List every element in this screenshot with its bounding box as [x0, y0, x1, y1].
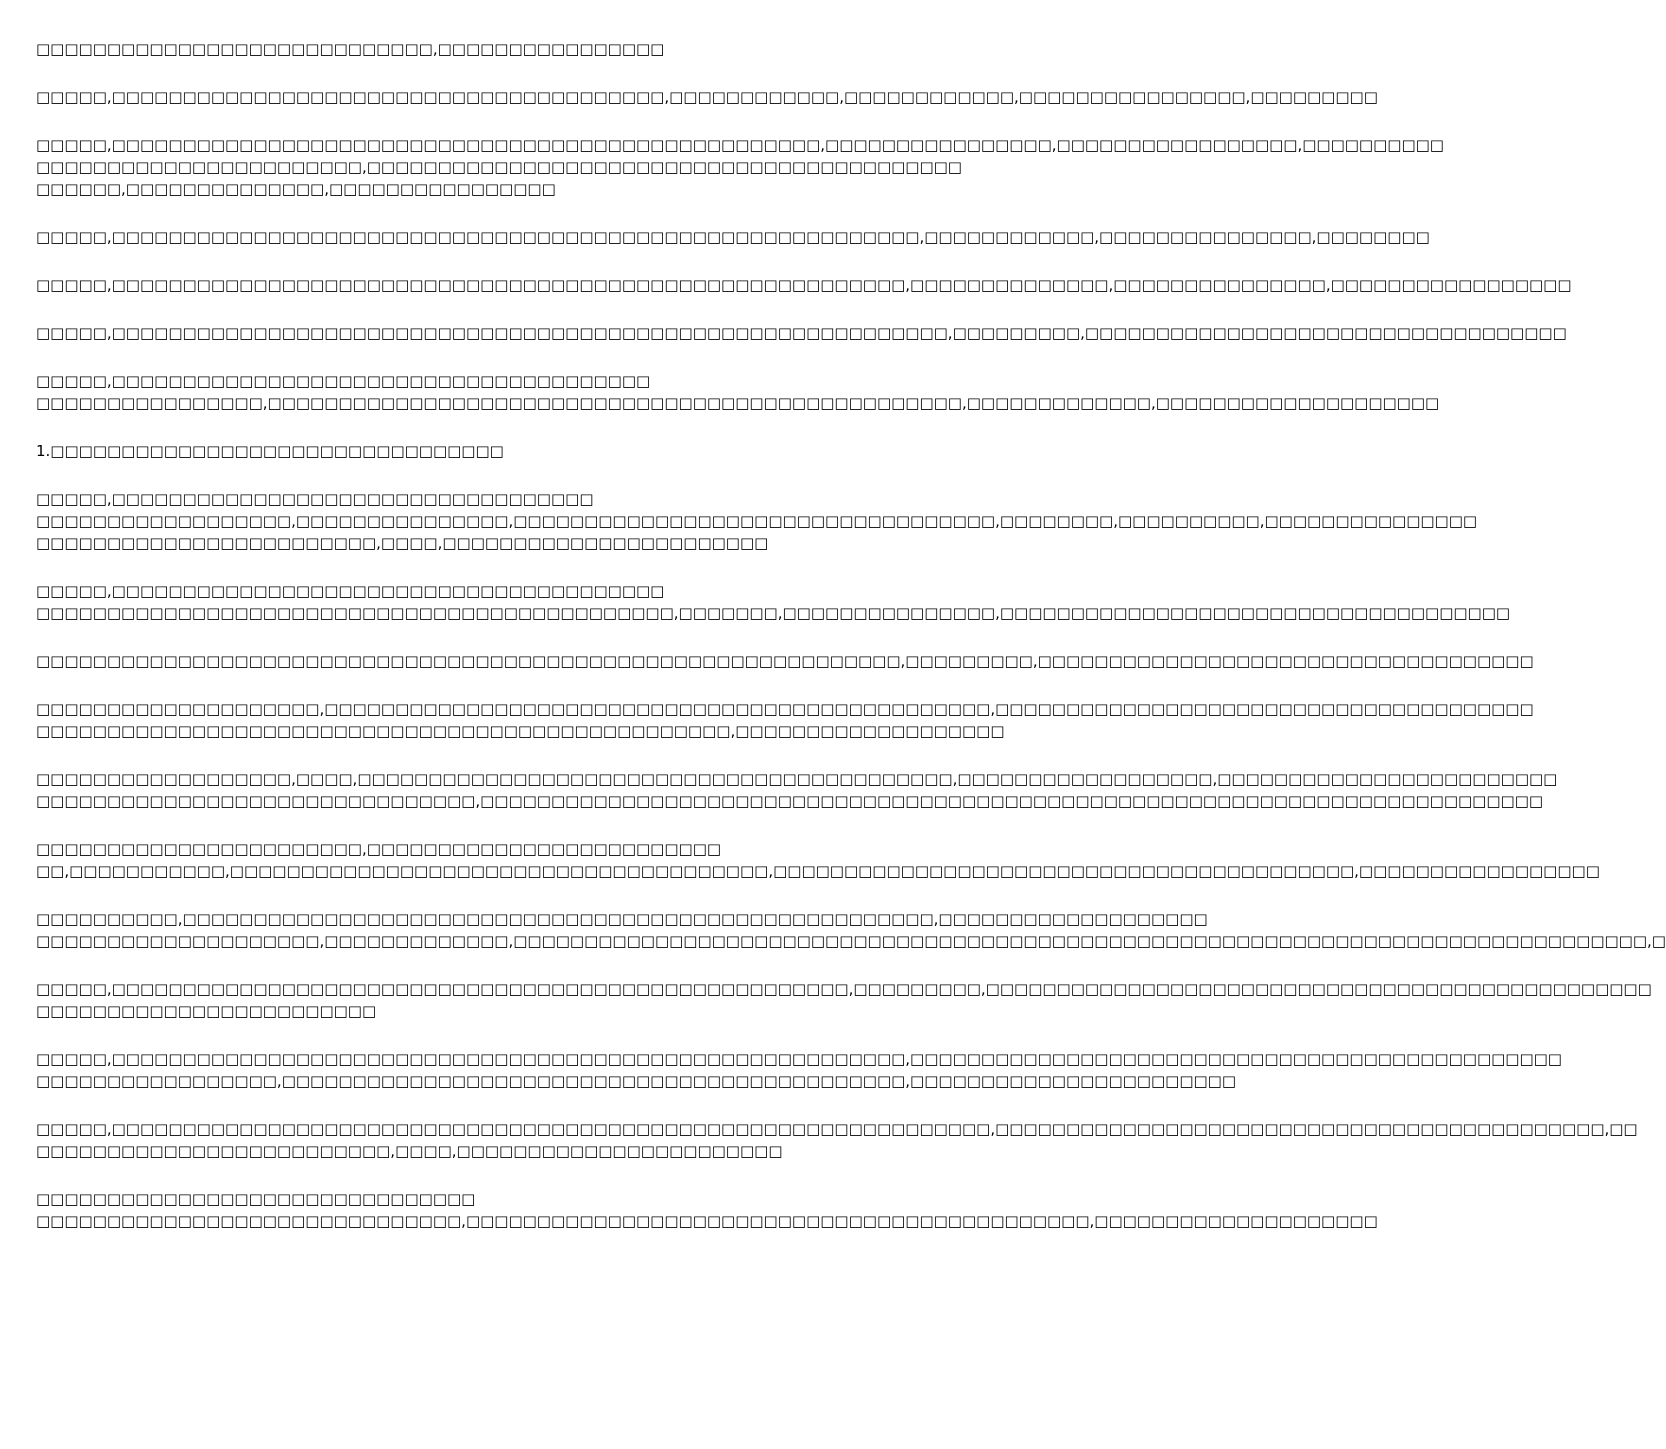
paragraph	[36, 650, 1534, 672]
text-line: □□□□□□□□□□□□□□□□□□□□□□□,□□□□□□□□□□□□□□□□□□□□□□□□□	[36, 840, 722, 858]
text-line: □□□□□□,□□□□□□□□□□□□□□,□□□□□□□□□□□□□□□□	[36, 180, 556, 198]
text-line: □□□□□,□□□□□□□□□□□□□□□□□□□□□□□□□□□□□□□□□□□□□□□□□□□□□□□□□□□□□□□□,□□□□□□□□□□□□□□,□□□□□□□□□□□□□□□,□□□□□□□□□□□□□□□□□	[36, 276, 1572, 294]
text-line: □□□□□,□□□□□□□□□□□□□□□□□□□□□□□□□□□□□□□□□□□□□□□	[36, 582, 665, 600]
paragraph	[36, 978, 1652, 1022]
text-line: □□□□□□□□□□□□□□□□□,□□□□□□□□□□□□□□□□□□□□□□□□□□□□□□□□□□□□□□□□□□□□,□□□□□□□□□□□□□□□□□□□□□□□	[36, 1072, 1237, 1090]
text-line: □□□□□□□□□□□□□□□□□□□□□□□,□□□□□□□□□□□□□□□□□□□□□□□□□□□□□□□□□□□□□□□□□□	[36, 158, 962, 176]
text-line: □□□□□□□□□□□□□□□□,□□□□□□□□□□□□□□□□□□□□□□□□□□□□□□□□□□□□□□□□□□□□□□□□□,□□□□□□□□□□□□□,□□□□□□□□□□□□□□□□□□□□	[36, 394, 1440, 412]
text-line: □□□□□□□□□□□□□□□□□□□□□□□□,□□□□,□□□□□□□□□□□□□□□□□□□□□□□	[36, 534, 769, 552]
paragraph	[36, 440, 990, 462]
text-line: □□□□□,□□□□□□□□□□□□□□□□□□□□□□□□□□□□□□□□□□□□□□□□□□□□□□□□□□□□□□□□□,□□□□□□□□□□□□,□□□□□□□□□□□□□□□,□□□□□□□□	[36, 228, 1430, 246]
paragraph	[36, 838, 1600, 882]
text-line: □□□□□□□□□□□□□□□□□□□□□□□□□□□□□□,□□□□□□□□□□□□□□□□□□□□□□□□□□□□□□□□□□□□□□□□□□□□,□□□□□□□□□□□□□□□□□□□□	[36, 1212, 1378, 1230]
text-line: □□□□□□□□□□□□□□□□□□□□,□□□□□□□□□□□□□,□□□□□□□□□□□□□□□□□□□□□□□□□□□□□□□□□□□□□□□□□□□□□□□□□□□□□□□□□□□□□□□□□□□□□□□□□□□□□□□□,□	[36, 932, 1666, 950]
text-line: □□□□□□□□□□□□□□□□□□,□□□□□□□□□□□□□□□,□□□□□□□□□□□□□□□□□□□□□□□□□□□□□□□□□□,□□□□□□□□,□□□□□□□□□□,□□□□□□□□□□□□□□□	[36, 512, 1478, 530]
text-line: □□□□□□□□□□□□□□□□□□□□□□□□□□□□□□□□□□□□□□□□□□□□□□□□□□□□□□□□□□□□□,□□□□□□□□□,□□□□□□□□□□□□□□□□□□□□□□□□□□□□□□□□□□□	[36, 652, 1534, 670]
text-line: □□□□□,□□□□□□□□□□□□□□□□□□□□□□□□□□□□□□□□□□□□□□□□□□□□□□□□□□,□□□□□□□□□□□□□□□□,□□□□□□□□□□□□□□□□□,□□□□□□□□□□	[36, 136, 1444, 154]
text-line: □□□□□,□□□□□□□□□□□□□□□□□□□□□□□□□□□□□□□□□□□□□□	[36, 372, 651, 390]
paragraph	[36, 1048, 1562, 1092]
paragraph	[36, 226, 1430, 248]
text-line: □□□□□□□□□□□□□□□□□□□□□□□□□□□□,□□□□□□□□□□□□□□□□	[36, 40, 665, 58]
text-line: □□□□□□□□□□□□□□□□□□□□,□□□□□□□□□□□□□□□□□□□□□□□□□□□□□□□□□□□□□□□□□□□□□□□,□□□□□□□□□□□□□□□□□□□□□□□□□□□□□□□□□□□□□□	[36, 700, 1534, 718]
text-line: □□□□□□□□□□□□□□□□□□□□□□□□□□□□□□□,□□□□□□□□□□□□□□□□□□□□□□□□□□□□□□□□□□□□□□□□□□□□□□□□□□□□□□□□□□□□□□□□□□□□□□□□□□□	[36, 792, 1544, 810]
paragraph	[36, 370, 1440, 414]
text-line: □□□□□,□□□□□□□□□□□□□□□□□□□□□□□□□□□□□□□□□□□□□□□□□□□□□□□□□□□□□□□□□□□□□□,□□□□□□□□□□□□□□□□□□□□□□□□□□□□□□□□□□□□□□□□□□□,□□	[36, 1120, 1638, 1138]
text-line: □□□□□□□□□□□□□□□□□□□□□□□□□□□□□□□□□□□□□□□□□□□□□□□□□,□□□□□□□□□□□□□□□□□□□	[36, 722, 1005, 740]
paragraph	[36, 86, 1378, 108]
text-line: □□□□□,□□□□□□□□□□□□□□□□□□□□□□□□□□□□□□□□□□□□□□□□□□□□□□□□□□□□,□□□□□□□□□,□□□□□□□□□□□□□□□□□□□□□□□□□□□□□□□□□□□□□□□□□□□□□□□	[36, 980, 1652, 998]
text-line: □□□□□,□□□□□□□□□□□□□□□□□□□□□□□□□□□□□□□□□□	[36, 490, 594, 508]
text-line: □□□□□□□□□□□□□□□□□□□□□□□□	[36, 1002, 377, 1020]
text-line: □□□□□□□□□□,□□□□□□□□□□□□□□□□□□□□□□□□□□□□□□□□□□□□□□□□□□□□□□□□□□□□□,□□□□□□□□□□□□□□□□□□□	[36, 910, 1208, 928]
paragraph	[36, 274, 1572, 296]
paragraph	[36, 1118, 1638, 1162]
paragraph	[36, 908, 1666, 952]
paragraph	[36, 134, 1444, 200]
text-line: □□,□□□□□□□□□□□,□□□□□□□□□□□□□□□□□□□□□□□□□□□□□□□□□□□□□□,□□□□□□□□□□□□□□□□□□□□□□□□□□□□□□□□□□□□□□□□□,□□□□□□□□□□□□□□□□□	[36, 862, 1600, 880]
text-line: □□□□□,□□□□□□□□□□□□□□□□□□□□□□□□□□□□□□□□□□□□□□□□□□□□□□□□□□□□□□□□,□□□□□□□□□□□□□□□□□□□□□□□□□□□□□□□□□□□□□□□□□□□□□□	[36, 1050, 1562, 1068]
paragraph	[36, 488, 1478, 554]
text-line: □□□□□□□□□□□□□□□□□□,□□□□,□□□□□□□□□□□□□□□□□□□□□□□□□□□□□□□□□□□□□□□□□□,□□□□□□□□□□□□□□□□□□,□□□□□□□□□□□□□□□□□□□□□□□□	[36, 770, 1558, 788]
paragraph	[36, 322, 1567, 344]
text-line: □□□□□□□□□□□□□□□□□□□□□□□□□□□□□□□□□□□□□□□□□□□□□,□□□□□□□,□□□□□□□□□□□□□□□,□□□□□□□□□□□□□□□□□□□□□□□□□□□□□□□□□□□□	[36, 604, 1511, 622]
text-line: □□□□□□□□□□□□□□□□□□□□□□□□□,□□□□,□□□□□□□□□□□□□□□□□□□□□□□	[36, 1142, 783, 1160]
text-line: □□□□□,□□□□□□□□□□□□□□□□□□□□□□□□□□□□□□□□□□□□□□□,□□□□□□□□□□□□,□□□□□□□□□□□□,□□□□□□□□□□□□□□□□,□□□□□□□□□	[36, 88, 1378, 106]
paragraph	[36, 1188, 1378, 1232]
text-line: □□□□□,□□□□□□□□□□□□□□□□□□□□□□□□□□□□□□□□□□□□□□□□□□□□□□□□□□□□□□□□□□□,□□□□□□□□□,□□□□□□□□□□□□□□□□□□□□□□□□□□□□□□□□□□	[36, 324, 1567, 342]
paragraph	[36, 698, 1534, 742]
paragraph	[36, 38, 990, 60]
paragraph	[36, 580, 1511, 624]
text-line: □□□□□□□□□□□□□□□□□□□□□□□□□□□□□□□	[36, 1190, 476, 1208]
paragraph	[36, 768, 1558, 812]
text-line: 1.□□□□□□□□□□□□□□□□□□□□□□□□□□□□□□□□	[36, 442, 504, 460]
